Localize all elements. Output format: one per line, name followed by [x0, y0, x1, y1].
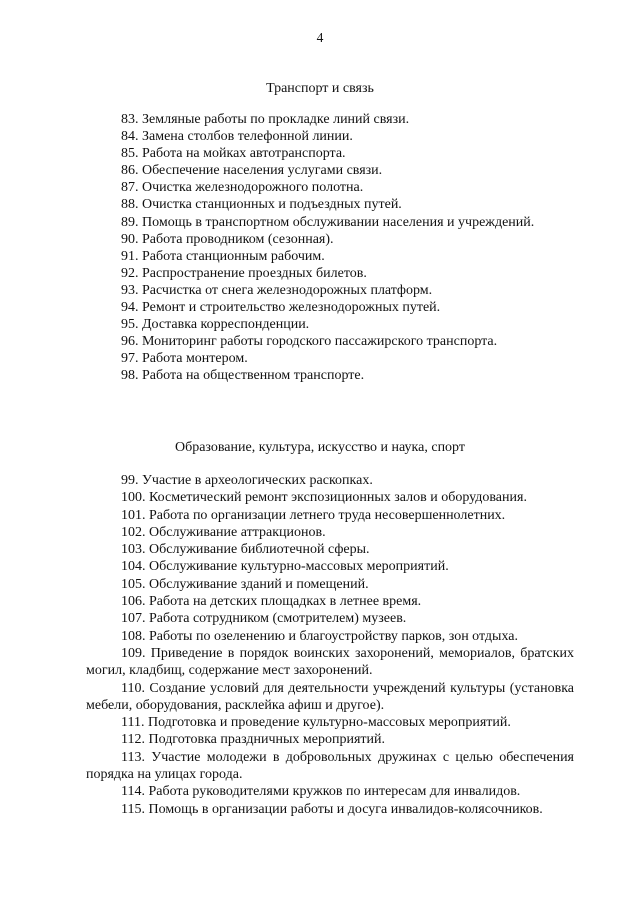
list-item: 88. Очистка станционных и подъездных путей.	[121, 197, 402, 213]
list-item: 100. Косметический ремонт экспозиционных залов и оборудования.	[121, 490, 527, 506]
list-item: 103. Обслуживание библиотечной сферы.	[121, 542, 370, 558]
list-item: 99. Участие в археологических раскопках.	[121, 473, 373, 488]
list-item: 97. Работа монтером.	[121, 351, 248, 367]
list-item: 89. Помощь в транспортном обслуживании населения и учреждений.	[121, 214, 535, 230]
list-item: 96. Мониторинг работы городского пассажирского транспорта.	[121, 334, 498, 350]
list-item: 104. Обслуживание культурно-массовых мероприятий.	[121, 559, 449, 575]
list-item: 84. Замена столбов телефонной линии.	[121, 129, 353, 145]
list-item: 111. Подготовка и проведение культурно-массовых мероприятий.	[121, 715, 511, 731]
list-item: 113. Участие молодежи в добровольных дружинах с целью обеспечения порядка на улицах города.	[86, 749, 574, 783]
list-item: 109. Приведение в порядок воинских захоронений, мемориалов, братских могил, кладбищ, содержание мест захоронений.	[86, 645, 574, 679]
list-item: 86. Обеспечение населения услугами связи.	[121, 163, 383, 179]
list-item: 105. Обслуживание зданий и помещений.	[121, 576, 369, 592]
list-item: 87. Очистка железнодорожного полотна.	[121, 180, 364, 196]
list-item: 110. Создание условий для деятельности учреждений культуры (установка мебели, оборудования, расклейка афиш и другое).	[86, 680, 574, 713]
list-item: 90. Работа проводником (сезонная).	[121, 231, 334, 247]
list-item: 108. Работы по озеленению и благоустройству парков, зон отдыха.	[121, 628, 518, 644]
list-item: 107. Работа сотрудником (смотрителем) музеев.	[121, 611, 407, 627]
list-item: 101. Работа по организации летнего труда несовершеннолетних.	[121, 507, 506, 523]
list-item: 91. Работа станционным рабочим.	[121, 248, 325, 264]
list-item: 102. Обслуживание аттракционов.	[121, 524, 326, 540]
list-item: 94. Ремонт и строительство железнодорожных путей.	[121, 300, 441, 316]
section-title-education: Образование, культура, искусство и наука, спорт	[174, 440, 465, 455]
list-item: 83. Земляные работы по прокладке линий связи.	[121, 112, 410, 127]
list-item: 112. Подготовка праздничных мероприятий.	[121, 732, 385, 748]
list-item: 106. Работа на детских площадках в летнее время.	[121, 594, 422, 610]
section-title-transport: Транспорт и связь	[266, 81, 374, 96]
page-number: 4	[316, 30, 324, 45]
education-list	[86, 472, 574, 818]
list-item: 92. Распространение проездных билетов.	[121, 265, 367, 281]
list-item: 95. Доставка корреспонденции.	[121, 317, 310, 333]
list-item: 114. Работа руководителями кружков по интересам для инвалидов.	[121, 784, 521, 800]
transport-list	[86, 111, 574, 385]
list-item: 85. Работа на мойках автотранспорта.	[121, 146, 346, 162]
list-item: 93. Расчистка от снега железнодорожных платформ.	[121, 282, 433, 298]
list-item: 115. Помощь в организации работы и досуга инвалидов-колясочников.	[121, 801, 543, 817]
list-item: 98. Работа на общественном транспорте.	[121, 368, 365, 384]
